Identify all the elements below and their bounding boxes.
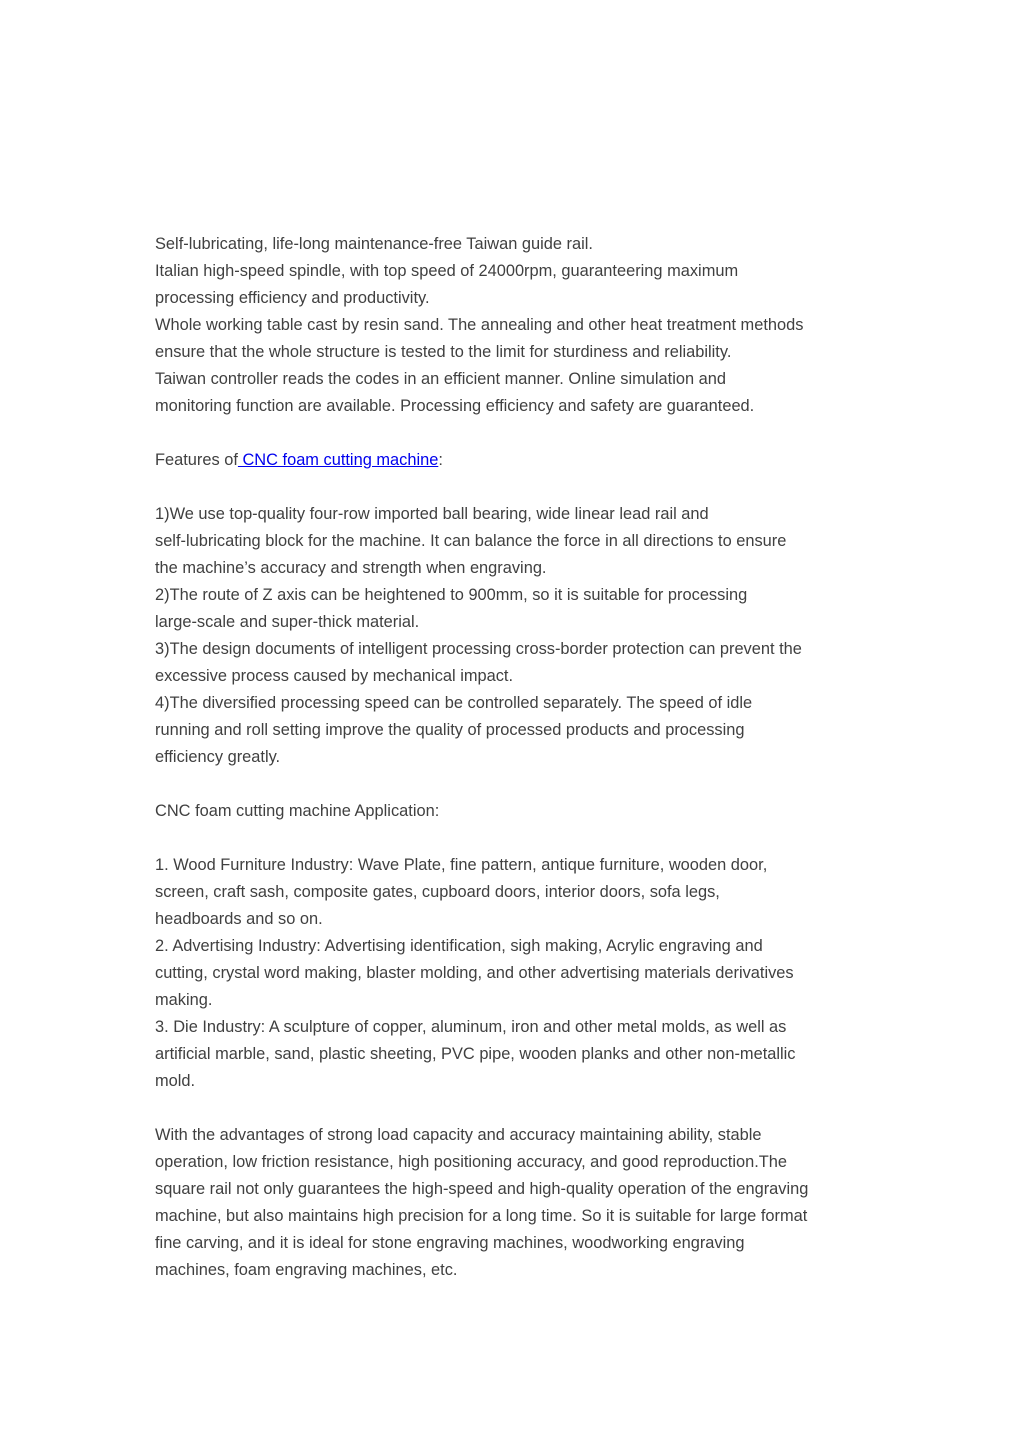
spacer bbox=[155, 825, 895, 852]
spacer bbox=[155, 771, 895, 798]
spacer bbox=[155, 474, 895, 501]
features-list bbox=[155, 501, 895, 771]
text-line: fine carving, and it is ideal for stone engraving machines, woodworking engraving bbox=[155, 1234, 745, 1252]
text-line: 4)The diversified processing speed can be controlled separately. The speed of idle bbox=[155, 694, 753, 712]
text-line: processing efficiency and productivity. bbox=[155, 289, 430, 307]
text-line: the machine’s accuracy and strength when engraving. bbox=[155, 559, 547, 577]
text-line: Self-lubricating, life-long maintenance-free Taiwan guide rail. bbox=[155, 235, 593, 253]
intro-paragraph bbox=[155, 231, 895, 420]
text-line: 3)The design documents of intelligent processing cross-border protection can prevent the bbox=[155, 640, 802, 658]
features-heading-prefix: Features of bbox=[155, 451, 238, 469]
text-line: running and roll setting improve the quality of processed products and processing bbox=[155, 721, 745, 739]
cnc-foam-cutting-machine-link[interactable]: CNC foam cutting machine bbox=[237, 451, 439, 469]
document-page bbox=[155, 231, 895, 1284]
spacer bbox=[155, 420, 895, 447]
text-line: Taiwan controller reads the codes in an efficient manner. Online simulation and bbox=[155, 370, 726, 388]
text-line: With the advantages of strong load capacity and accuracy maintaining ability, stable bbox=[155, 1126, 762, 1144]
features-heading-suffix: : bbox=[438, 451, 443, 469]
text-line: mold. bbox=[155, 1072, 196, 1090]
text-line: square rail not only guarantees the high-speed and high-quality operation of the engraving bbox=[155, 1180, 809, 1198]
text-line: Whole working table cast by resin sand. The annealing and other heat treatment methods bbox=[155, 316, 804, 334]
text-line: 3. Die Industry: A sculpture of copper, aluminum, iron and other metal molds, as well as bbox=[155, 1018, 787, 1036]
text-line: 2. Advertising Industry: Advertising identification, sigh making, Acrylic engraving and bbox=[155, 937, 763, 955]
features-heading bbox=[155, 447, 895, 474]
text-line: self-lubricating block for the machine. It can balance the force in all directions to ensure bbox=[155, 532, 787, 550]
text-line: machines, foam engraving machines, etc. bbox=[155, 1261, 458, 1279]
text-line: ensure that the whole structure is tested to the limit for sturdiness and reliability. bbox=[155, 343, 732, 361]
text-line: making. bbox=[155, 991, 213, 1009]
text-line: artificial marble, sand, plastic sheeting, PVC pipe, wooden planks and other non-metallic bbox=[155, 1045, 796, 1063]
closing-paragraph bbox=[155, 1122, 895, 1284]
spacer bbox=[155, 1095, 895, 1122]
text-line: monitoring function are available. Processing efficiency and safety are guaranteed. bbox=[155, 397, 755, 415]
text-line: machine, but also maintains high precision for a long time. So it is suitable for large format bbox=[155, 1207, 808, 1225]
text-line: efficiency greatly. bbox=[155, 748, 281, 766]
text-line: excessive process caused by mechanical impact. bbox=[155, 667, 514, 685]
application-heading: CNC foam cutting machine Application: bbox=[155, 802, 440, 820]
text-line: 1. Wood Furniture Industry: Wave Plate, fine pattern, antique furniture, wooden door, bbox=[155, 856, 768, 874]
text-line: Italian high-speed spindle, with top speed of 24000rpm, guaranteering maximum bbox=[155, 262, 739, 280]
text-line: screen, craft sash, composite gates, cupboard doors, interior doors, sofa legs, bbox=[155, 883, 720, 901]
text-line: operation, low friction resistance, high positioning accuracy, and good reproduction.The bbox=[155, 1153, 788, 1171]
text-line: cutting, crystal word making, blaster molding, and other advertising materials derivatives bbox=[155, 964, 794, 982]
text-line: headboards and so on. bbox=[155, 910, 323, 928]
text-line: large-scale and super-thick material. bbox=[155, 613, 420, 631]
text-line: 2)The route of Z axis can be heightened to 900mm, so it is suitable for processing bbox=[155, 586, 748, 604]
text-line: 1)We use top-quality four-row imported ball bearing, wide linear lead rail and bbox=[155, 505, 709, 523]
applications-list bbox=[155, 852, 895, 1095]
